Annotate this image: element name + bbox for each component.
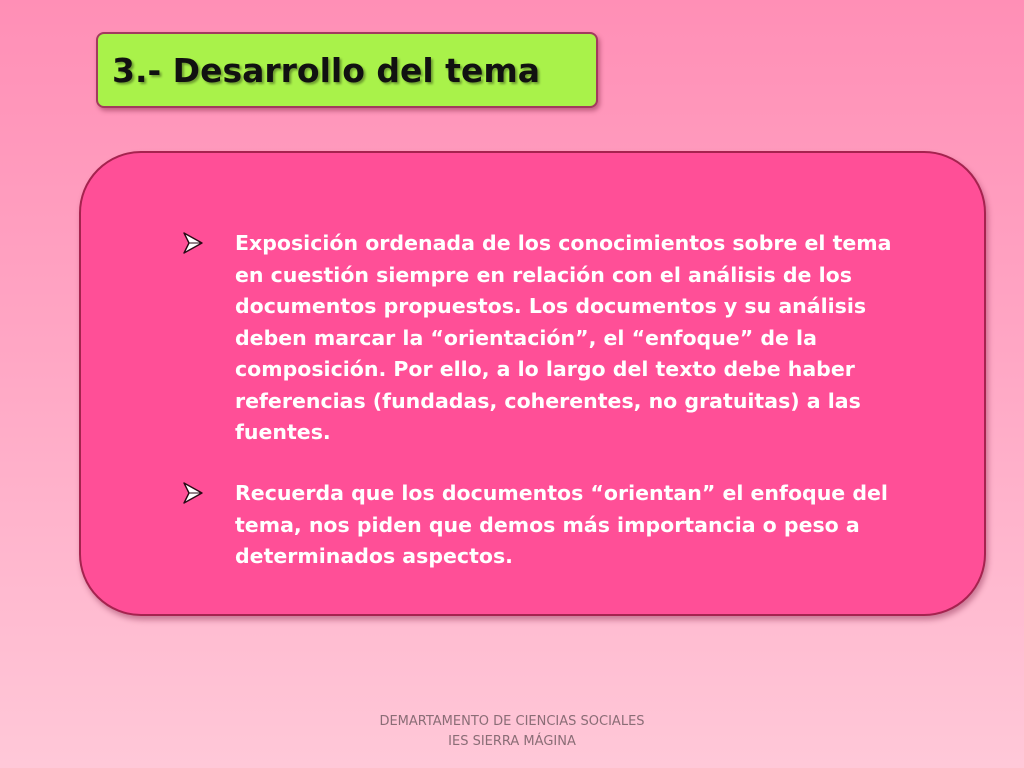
footer-school: IES SIERRA MÁGINA xyxy=(448,734,576,749)
footer-department: DEMARTAMENTO DE CIENCIAS SOCIALES xyxy=(379,714,645,729)
bullet-item xyxy=(191,228,927,449)
title-box xyxy=(96,32,598,108)
bullet-text: Recuerda que los documentos “orientan” el enfoque del tema, nos piden que demos más importancia o peso a determinados aspectos. xyxy=(235,481,888,568)
bullet-text: Exposición ordenada de los conocimientos sobre el tema en cuestión siempre en relación con el análisis de los documentos propuestos. Los documentos y su análisis deben marcar la “orientación”, el “enfoque” de la composición. Por ello, a lo largo del texto debe haber referencias (fundadas, coherentes, no gratuitas) a las fuentes. xyxy=(235,231,892,444)
arrowhead-bullet-icon xyxy=(183,232,203,254)
bullet-item xyxy=(191,478,927,573)
footer xyxy=(312,712,712,752)
slide-title: 3.- Desarrollo del tema xyxy=(112,50,540,90)
content-box xyxy=(79,151,986,616)
arrowhead-bullet-icon xyxy=(183,482,203,504)
